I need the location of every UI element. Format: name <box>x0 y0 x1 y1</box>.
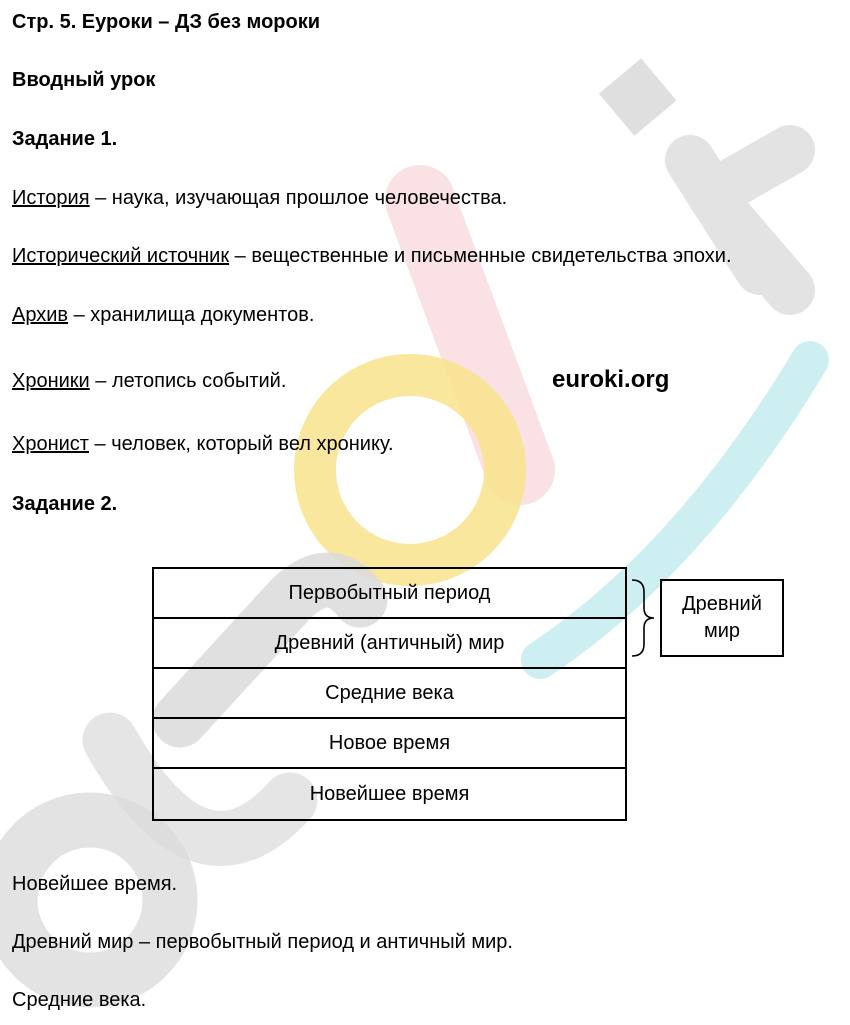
definition-text: – вещественные и письменные свидетельства эпохи. <box>229 245 732 267</box>
curly-brace <box>630 578 656 658</box>
definition-term: Хронист <box>12 433 89 455</box>
definition-term: История <box>12 187 90 209</box>
period-row: Древний (античный) мир <box>154 619 625 669</box>
definition-row <box>12 187 507 210</box>
periods-table <box>152 567 627 821</box>
answer-line: Новейшее время. <box>12 873 178 895</box>
lesson-title: Вводный урок <box>12 69 156 91</box>
answer-line: Древний мир – первобытный период и античный мир. <box>12 931 513 953</box>
definition-row <box>12 370 286 393</box>
definition-row <box>12 433 394 456</box>
definition-text: – наука, изучающая прошлое человечества. <box>89 187 508 209</box>
period-row: Новое время <box>154 719 625 769</box>
watermark-stroke-pink <box>420 200 520 470</box>
group-label-line2: мир <box>703 620 741 642</box>
definition-text: – летопись событий. <box>89 370 287 392</box>
watermark-letter-o <box>315 375 505 565</box>
definition-term: Исторический источник <box>12 245 230 267</box>
task2-heading: Задание 2. <box>12 493 118 515</box>
task1-heading: Задание 1. <box>12 128 118 150</box>
definition-term: Архив <box>12 304 69 326</box>
period-row: Новейшее время <box>309 782 470 805</box>
definition-row <box>12 304 314 327</box>
definition-row <box>12 245 732 268</box>
definition-text: – человек, который вел хронику. <box>88 433 394 455</box>
answer-line: Средние века. <box>12 989 147 1011</box>
site-label: euroki.org <box>552 366 670 393</box>
watermark-letter-i-dot <box>599 58 676 135</box>
watermark-letter-k <box>690 150 790 290</box>
period-row: Средние века <box>154 669 625 719</box>
definition-text: – хранилища документов. <box>68 304 315 326</box>
group-label-line1: Древний <box>682 593 762 615</box>
ancient-world-box <box>660 579 784 657</box>
page-title: Стр. 5. Еуроки – ДЗ без мороки <box>12 11 321 33</box>
period-row: Первобытный период <box>154 569 625 619</box>
definition-term: Хроники <box>12 370 90 392</box>
watermark-letter-e <box>10 820 170 980</box>
